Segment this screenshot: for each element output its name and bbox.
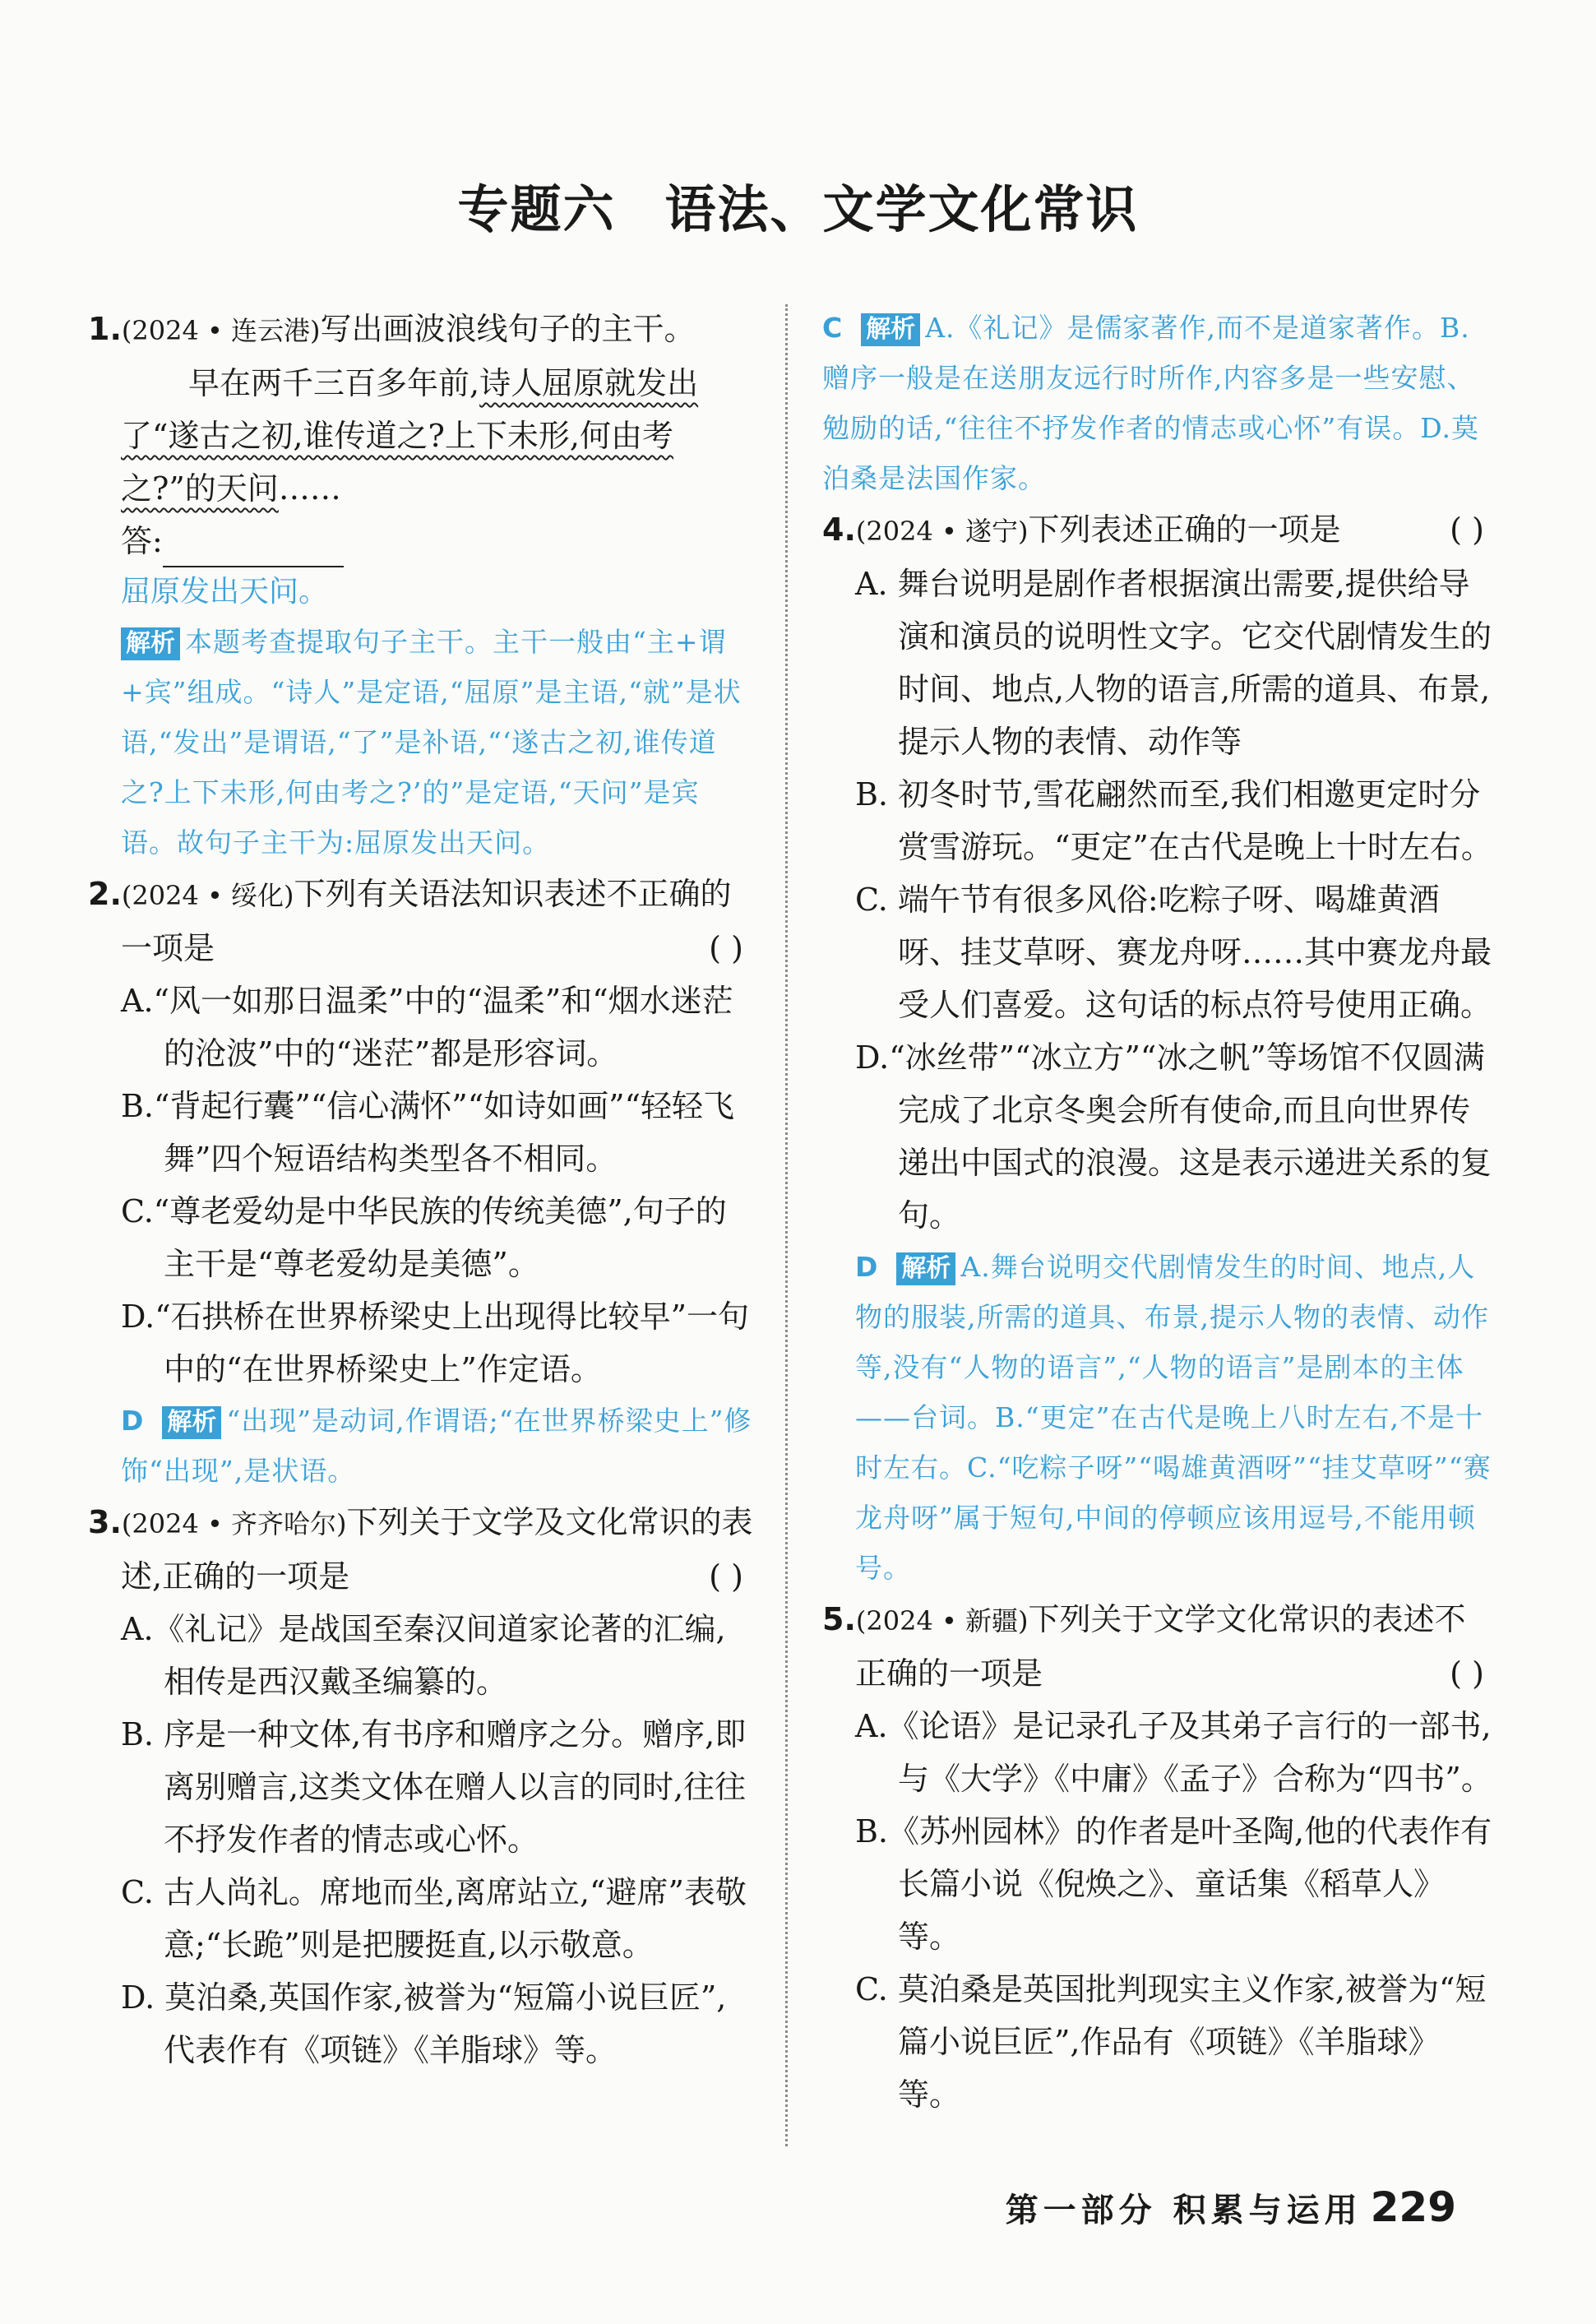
answer-parentheses[interactable]: ( ) bbox=[709, 1558, 743, 1595]
option-a: A.“风一如那日温柔”中的“温柔”和“烟水迷茫的沧波”中的“迷茫”都是形容词。 bbox=[121, 983, 733, 1072]
explanation-tag: 解析 bbox=[121, 627, 180, 660]
passage-text: …… bbox=[278, 470, 341, 507]
explanation-text: A.舞台说明交代剧情发生的时间、地点,人物的服装,所需的道具、布景,提示人物的表情、动作等,没有“人物的语言”,“人物的语言”是剧本的主体——台词。B.“更定”在古代是晚上八时左右,不是十时左右。C.“吃粽子呀”“喝雄黄酒呀”“挂艾草呀”“赛龙舟呀”属于短句,中间的停顿应该用逗号,不能用顿号。 bbox=[855, 1251, 1492, 1584]
question-2-stem bbox=[88, 868, 754, 975]
option-d: D. 莫泊桑,英国作家,被誉为“短篇小说巨匠”,代表作有《项链》《羊脂球》等。 bbox=[121, 1979, 727, 2068]
answer-label: 答: bbox=[121, 523, 163, 559]
answer-letter: D bbox=[855, 1251, 879, 1283]
passage-text: 早在两千三百多年前, bbox=[188, 365, 480, 401]
option-b: B. 初冬时节,雪花翩然而至,我们相邀更定时分赏雪游玩。“更定”在古代是晚上十时左右。 bbox=[855, 776, 1492, 865]
option-a: A. 舞台说明是剧作者根据演出需要,提供给导演和演员的说明性文字。它交代剧情发生的时间、地点,人物的语言,所需的道具、布景,提示人物的表情、动作等 bbox=[855, 566, 1492, 760]
option-b: B.“背起行囊”“信心满怀”“如诗如画”“轻轻飞舞”四个短语结构类型各不相同。 bbox=[121, 1088, 734, 1177]
answer-letter: C bbox=[822, 312, 844, 344]
question-source: (2024 • 遂宁) bbox=[855, 516, 1029, 547]
question-3-stem bbox=[88, 1496, 754, 1603]
question-source: (2024 • 连云港) bbox=[121, 315, 321, 346]
question-number: 5. bbox=[822, 1601, 856, 1637]
question-text: 下列表述正确的一项是 bbox=[1028, 512, 1341, 548]
wavy-underlined-sentence: 了“遂古之初,谁传道之?上下未形,何由考 bbox=[121, 418, 673, 454]
question-1-passage-cont bbox=[88, 410, 754, 462]
question-1-passage-end bbox=[88, 462, 754, 515]
answer-row bbox=[88, 515, 754, 567]
question-1-stem bbox=[88, 303, 754, 357]
option-d: D.“冰丝带”“冰立方”“冰之帆”等场馆不仅圆满完成了北京冬奥会所有使命,而且向世界传递出中国式的浪漫。这是表示递进关系的复句。 bbox=[855, 1039, 1492, 1234]
option-c: C. 古人尚礼。席地而坐,离席站立,“避席”表敬意;“长跪”则是把腰挺直,以示敬意。 bbox=[121, 1874, 747, 1963]
question-4-stem bbox=[822, 503, 1495, 558]
question-4 bbox=[822, 503, 1495, 1593]
option-a: A.《论语》是记录孔子及其弟子言行的一部书,与《大学》《中庸》《孟子》合称为“四书”。 bbox=[855, 1708, 1492, 1797]
explanation-tag: 解析 bbox=[162, 1406, 221, 1439]
question-5 bbox=[822, 1593, 1495, 2121]
right-column bbox=[822, 303, 1495, 2121]
question-source: (2024 • 绥化) bbox=[121, 880, 294, 911]
question-source: (2024 • 新疆) bbox=[855, 1605, 1029, 1637]
question-number: 2. bbox=[88, 876, 122, 912]
page-title-topic: 专题六 bbox=[457, 179, 616, 239]
column-divider bbox=[785, 304, 788, 2146]
question-text: 下列有关语法知识表述不正确的一项是 bbox=[121, 876, 732, 966]
answer-blank[interactable] bbox=[163, 530, 344, 567]
page-title-name: 语法、文学文化常识 bbox=[664, 179, 1139, 239]
explanation-tag: 解析 bbox=[896, 1252, 955, 1285]
explanation-text: 本题考查提取句子主干。主干一般由“主+谓+宾”组成。“诗人”是定语,“屈原”是主语,“就”是状语,“发出”是谓语,“了”是补语,“‘遂古之初,谁传道之?上下未形,何由考之?’的”是定语,“天问”是宾语。故句子主干为:屈原发出天问。 bbox=[121, 626, 742, 859]
question-number: 4. bbox=[822, 512, 856, 548]
answer-parentheses[interactable]: ( ) bbox=[709, 930, 743, 966]
left-column bbox=[88, 303, 754, 2076]
page-title bbox=[0, 169, 1596, 242]
option-d: D.“石拱桥在世界桥梁史上出现得比较早”一句中的“在世界桥梁史上”作定语。 bbox=[121, 1299, 750, 1387]
answer-parentheses[interactable]: ( ) bbox=[1450, 1655, 1484, 1692]
question-source: (2024 • 齐齐哈尔) bbox=[121, 1508, 347, 1539]
question-2 bbox=[88, 868, 754, 1496]
option-c: C. 端午节有很多风俗:吃粽子呀、喝雄黄酒呀、挂艾草呀、赛龙舟呀……其中赛龙舟最受人们喜爱。这句话的标点符号使用正确。 bbox=[855, 882, 1492, 1023]
question-1 bbox=[88, 303, 754, 868]
option-b: B. 序是一种文体,有书序和赠序之分。赠序,即离别赠言,这类文体在赠人以言的同时,往往不抒发作者的情志或心怀。 bbox=[121, 1716, 747, 1858]
question-number: 3. bbox=[88, 1504, 122, 1540]
answer-letter: D bbox=[121, 1405, 145, 1437]
answer-text: 屈原发出天问。 bbox=[121, 575, 329, 609]
option-c: C.“尊老爱幼是中华民族的传统美德”,句子的主干是“尊老爱幼是美德”。 bbox=[121, 1193, 727, 1282]
explanation-tag: 解析 bbox=[861, 313, 920, 346]
question-1-passage bbox=[88, 357, 754, 410]
footer-section: 第一部分 积累与运用 bbox=[1005, 2192, 1362, 2229]
option-a: A.《礼记》是战国至秦汉间道家论著的汇编,相传是西汉戴圣编纂的。 bbox=[121, 1611, 726, 1700]
explanation-text: “出现”是动词,作谓语;“在世界桥梁史上”修饰“出现”,是状语。 bbox=[121, 1405, 752, 1487]
page-number: 229 bbox=[1370, 2183, 1456, 2231]
question-text: 写出画波浪线句子的主干。 bbox=[320, 311, 696, 347]
explanation bbox=[822, 1242, 1495, 1593]
explanation bbox=[88, 617, 754, 868]
wavy-underlined-sentence: 诗人屈原就发出 bbox=[479, 365, 699, 401]
explanation bbox=[88, 1396, 754, 1496]
option-b: B.《苏州园林》的作者是叶圣陶,他的代表作有长篇小说《倪焕之》、童话集《稻草人》等。 bbox=[855, 1813, 1492, 1955]
wavy-underlined-sentence: 之?”的天问 bbox=[121, 470, 279, 507]
question-3-explanation bbox=[822, 303, 1495, 503]
question-text: 下列关于文学文化常识的表述不正确的一项是 bbox=[855, 1601, 1466, 1692]
question-number: 1. bbox=[88, 311, 122, 347]
explanation-text: A.《礼记》是儒家著作,而不是道家著作。B.赠序一般是在送朋友远行时所作,内容多是一些安慰、勉励的话,“往往不抒发作者的情志或心怀”有误。D.莫泊桑是法国作家。 bbox=[822, 312, 1480, 494]
answer-parentheses[interactable]: ( ) bbox=[1450, 512, 1484, 548]
question-3 bbox=[88, 1496, 754, 2076]
question-text: 下列关于文学及文化常识的表述,正确的一项是 bbox=[121, 1504, 753, 1595]
page-footer bbox=[1006, 2183, 1456, 2231]
option-c: C. 莫泊桑是英国批判现实主义作家,被誉为“短篇小说巨匠”,作品有《项链》《羊脂球》等。 bbox=[855, 1971, 1487, 2113]
question-5-stem bbox=[822, 1593, 1495, 1700]
